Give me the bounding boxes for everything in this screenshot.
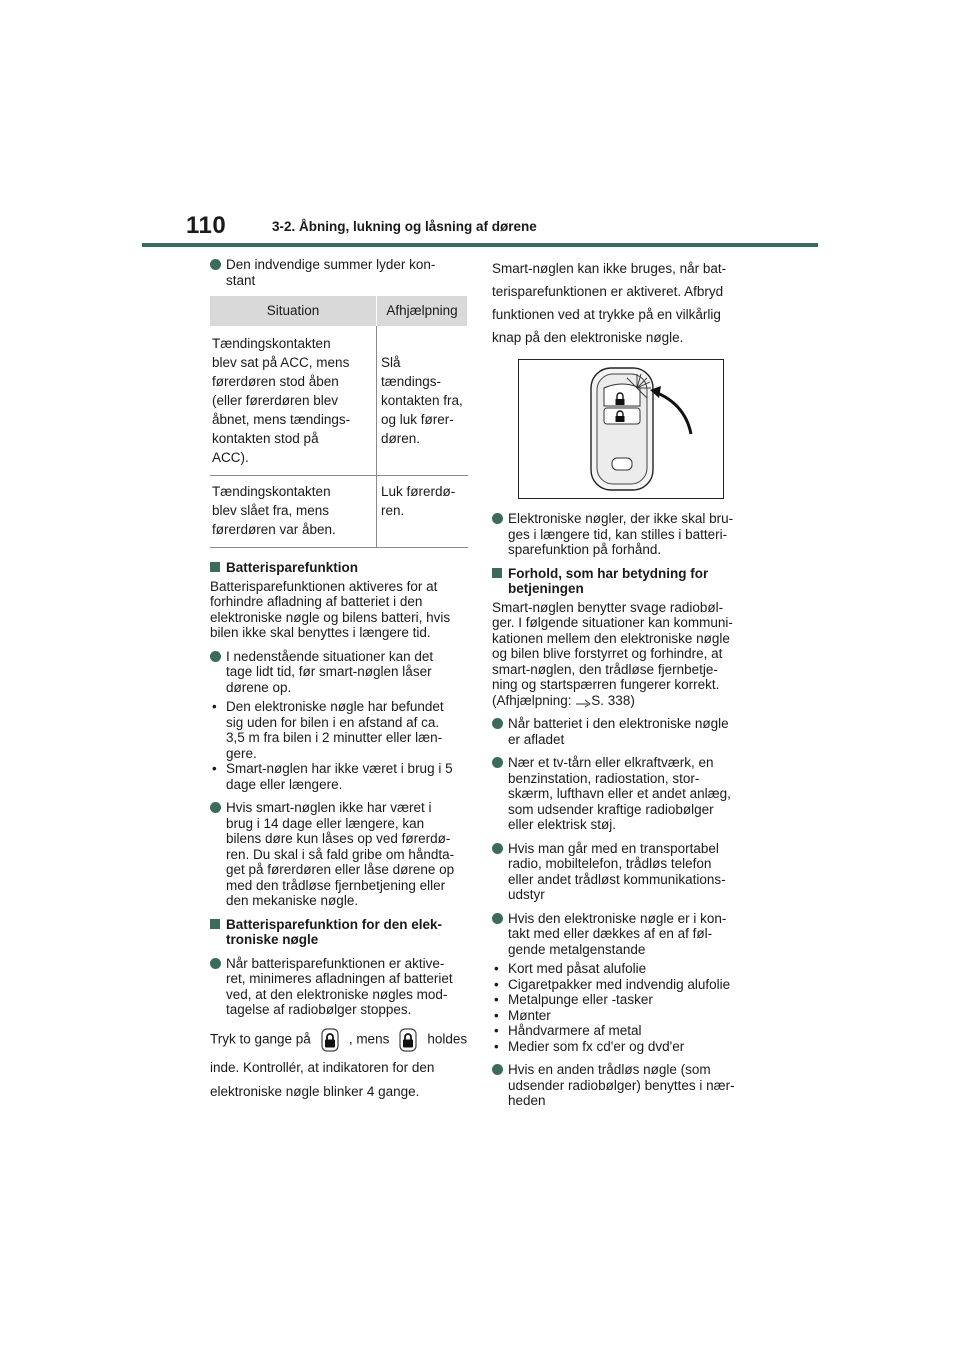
heading-battery-saver: Batterisparefunktion: [210, 560, 472, 576]
list-item: • Mønter: [492, 1008, 757, 1024]
table-cell-remedy: Slå tændings- kontakten fra, og luk fører- døren.: [377, 326, 468, 476]
table-row: [210, 476, 468, 548]
situation-table: [210, 296, 468, 548]
table-row: [210, 326, 468, 476]
bullet-near-tower: Nær et tv-tårn eller elkraftværk, en benzinstation, radiostation, stor- skærm, lufthavn eller et andet anlæg, som udsender kraftige radiobølger eller elektrisk støj.: [492, 755, 757, 833]
metal-items-list: [492, 961, 757, 1054]
list-item: • Smart-nøglen har ikke været i brug i 5 dage eller længere.: [210, 761, 472, 792]
bullet-metal-contact: Hvis den elektroniske nøgle er i kon- takt med eller dækkes af en af føl- gende metalgenstande: [492, 911, 757, 958]
conditions-body: Smart-nøglen benytter svage radiobøl- ger. I følgende situationer kan kommuni- kationen mellem den elektroniske nøgle og bilen blive forstyrret og forhindre, at smart-nøglen, den trådløse fjernbetje- ning og startspærren fungerer korrekt.: [492, 599, 733, 692]
heading-conditions: Forhold, som har betydning for betjeningen: [492, 566, 757, 597]
lock-icon: [321, 1028, 339, 1052]
list-item: • Metalpunge eller -tasker: [492, 992, 757, 1008]
right-column: [492, 257, 757, 1117]
section-title: 3-2. Åbning, lukning og låsning af dørene: [272, 219, 537, 234]
list-item: • Medier som fx cd'er og dvd'er: [492, 1039, 757, 1055]
smart-key-illustration: [518, 359, 724, 499]
smart-key-drawing: [519, 360, 723, 498]
press-text-2: , mens: [348, 1031, 390, 1047]
heading-key-saver: Batterisparefunktion for den elek- troniske nøgle: [210, 917, 472, 948]
xref-page-link[interactable]: S. 338): [591, 692, 635, 708]
list-item: • Håndvarmere af metal: [492, 1023, 757, 1039]
table-header-remedy: Afhjælpning: [377, 296, 468, 326]
header-rule: [142, 243, 818, 247]
table-cell-situation: Tændingskontakten blev slået fra, mens førerdøren var åben.: [210, 476, 377, 548]
bullet-battery-flat: Når batteriet i den elektroniske nøgle er afladet: [492, 716, 757, 747]
list-item: • Kort med påsat alufolie: [492, 961, 757, 977]
bullet-not-used: Hvis smart-nøglen ikke har været i brug i 14 dage eller længere, kan bilens døre kun låses op ved førerdø- ren. Du skal i så fald gribe om håndta- get på førerdøren eller låse dørene op med den trådløse fjernbetjening eller den mekaniske nøgle.: [210, 800, 472, 909]
press-instruction: [210, 1028, 472, 1104]
page-number: 110: [186, 212, 227, 239]
bullet-key-saver: Når batterisparefunktionen er aktive- ret, minimeres afladningen af batteriet ved, at den elektroniske nøgles mod- tagelse af radiobølger stoppes.: [210, 956, 472, 1018]
list-item: • Den elektroniske nøgle har befundet sig uden for bilen i en afstand af ca. 3,5 m fra bilen i 2 minutter eller læn- gere.: [210, 699, 472, 761]
bullet-portable-radio: Hvis man går med en transportabel radio, mobiltelefon, trådløs telefon eller andet trådløst kommunikations- udstyr: [492, 841, 757, 903]
xref-prefix: (Afhjælpning:: [492, 692, 576, 708]
press-text-1: Tryk to gange på: [210, 1031, 311, 1047]
conditions-text: [492, 600, 757, 709]
lock-icon: [399, 1028, 417, 1052]
left-column: [210, 257, 472, 1104]
press-text-3: holdes: [427, 1031, 468, 1047]
press-text-rest: inde. Kontrollér, at indikatoren for den elektroniske nøgle blinker 4 gange.: [210, 1059, 435, 1099]
arrow-right-icon: [575, 696, 591, 706]
bullet-other-key: Hvis en anden trådløs nøgle (som udsender radiobølger) benyttes i nær- heden: [492, 1062, 757, 1109]
bullet-summer: Den indvendige summer lyder kon- stant: [210, 257, 472, 288]
table-header-situation: Situation: [210, 296, 377, 326]
battery-saver-text: Batterisparefunktionen aktiveres for at forhindre afladning af batteriet i den elektroniske nøgle og bilens batteri, hvis bilen ikke skal benyttes i længere tid.: [210, 578, 451, 640]
list-item: • Cigaretpakker med indvendig alufolie: [492, 977, 757, 993]
bullet-situations: I nedenstående situationer kan det tage lidt tid, før smart-nøglen låser dørene op.: [210, 649, 472, 696]
table-cell-remedy: Luk førerdø- ren.: [377, 476, 468, 548]
battery-saver-intro: Smart-nøglen kan ikke bruges, når bat- terisparefunktionen er aktiveret. Afbryd funktionen ved at trykke på en vilkårlig knap på den elektroniske nøgle.: [492, 261, 727, 345]
situations-list: [210, 699, 472, 792]
table-cell-situation: Tændingskontakten blev sat på ACC, mens førerdøren stod åben (eller førerdøren blev åbnet, mens tændings- kontakten stod på ACC).: [210, 326, 377, 476]
bullet-storage: Elektroniske nøgler, der ikke skal bru- ges i længere tid, kan stilles i batteri- sparefunktion på forhånd.: [492, 511, 757, 558]
